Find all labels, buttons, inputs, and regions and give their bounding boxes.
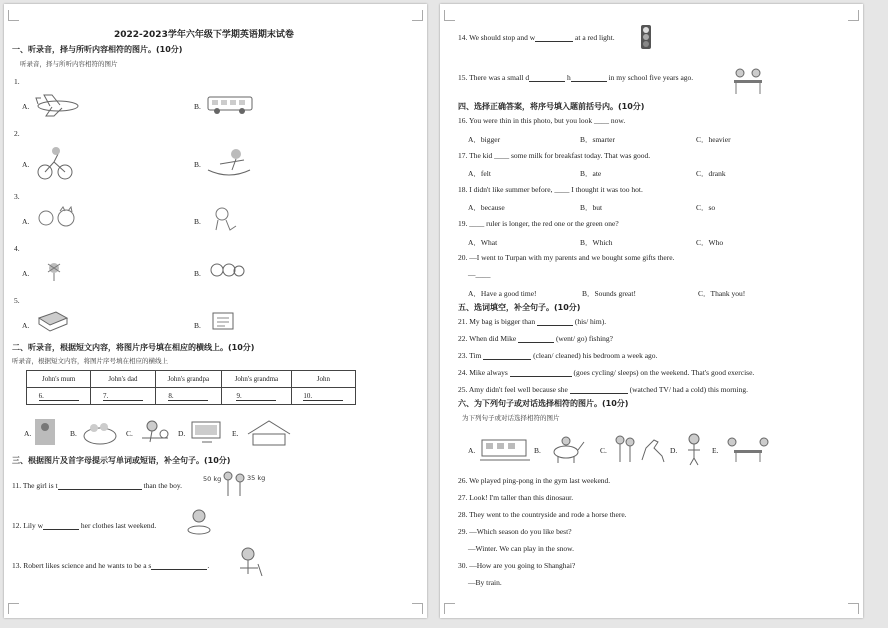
family-answer-table: [26, 370, 356, 405]
choice-b[interactable]: B．Which: [580, 238, 613, 247]
question-25: [458, 385, 748, 394]
crop-mark: [444, 603, 455, 614]
exam-page-2: [440, 4, 863, 618]
choice-a[interactable]: A．because: [468, 203, 505, 212]
question-11: [12, 481, 182, 490]
answer-blank[interactable]: [535, 33, 573, 42]
question-text: 21. My bag is bigger than: [458, 317, 536, 326]
question-23: [458, 351, 657, 360]
section-1-hint: 听录音，择与所听内容相符的图片: [20, 60, 118, 68]
table-header: John's grandma: [222, 371, 291, 388]
bus-picture: [206, 94, 254, 116]
picture-label: B.: [70, 429, 77, 438]
answer-number: 9.: [236, 392, 276, 401]
question-text: (his/ him).: [574, 317, 607, 326]
question-text: 18. I didn't like summer before, ____ I thought it was too hot.: [458, 185, 643, 194]
weight-label: 50 kg: [203, 475, 222, 483]
question-number: 4.: [14, 244, 20, 253]
crop-mark: [8, 603, 19, 614]
picture-label: B.: [534, 446, 541, 455]
answer-number: 7.: [103, 392, 143, 401]
question-12: [12, 521, 156, 530]
question-text: h: [566, 73, 571, 82]
question-text: (goes cycling/ sleeps) on the weekend. That's good exercise.: [573, 368, 755, 377]
picture-label: E.: [712, 446, 719, 455]
answer-blank[interactable]: [518, 334, 554, 343]
question-text: .: [207, 561, 210, 570]
question-number: 5.: [14, 296, 20, 305]
choice-b[interactable]: B．ate: [580, 169, 602, 178]
table-header: John: [291, 371, 355, 388]
washing-picture: [186, 508, 212, 536]
choice-b[interactable]: B．Sounds great!: [582, 289, 636, 298]
section-2-hint: 听录音，根据短文内容，将图片序号填在相应的横线上: [12, 357, 168, 365]
sentence-line: —By train.: [468, 578, 502, 587]
sentence-line: 29. —Which season do you like best?: [458, 527, 572, 536]
reading-person-picture: [34, 418, 56, 446]
option-a-label: A.: [22, 321, 30, 330]
train-picture: [480, 434, 530, 464]
dog-picture: [210, 206, 240, 232]
section-6-heading: 六、为下列句子或对话选择相符的图片。(10分): [458, 399, 629, 408]
answer-cell[interactable]: [155, 388, 222, 405]
answer-blank[interactable]: [570, 385, 628, 394]
crop-mark: [444, 10, 455, 21]
scientist-picture: [236, 546, 266, 580]
question-text: 24. Mike always: [458, 368, 508, 377]
book-picture: [36, 310, 70, 332]
traffic-light-icon: [639, 24, 653, 50]
gardening-picture: [138, 418, 172, 446]
crop-mark: [412, 603, 423, 614]
table-header: John's grandpa: [155, 371, 222, 388]
question-15: [458, 73, 693, 82]
choice-b[interactable]: B．but: [580, 203, 603, 212]
picture-label: A.: [468, 446, 476, 455]
question-text: 22. When did Mike: [458, 334, 517, 343]
sentence-line: 28. They went to the countryside and rode a horse there.: [458, 510, 627, 519]
question-number: 3.: [14, 192, 20, 201]
crop-mark: [8, 10, 19, 21]
question-number: 1.: [14, 77, 20, 86]
sentence-line: —Winter. We can play in the snow.: [468, 544, 574, 553]
section-4-heading: 四、选择正确答案，将序号填入题前括号内。(10分): [458, 102, 645, 111]
question-text: 16. You were thin in this photo, but you look ____ now.: [458, 116, 626, 125]
choice-c[interactable]: C．heavier: [696, 135, 731, 144]
question-text: 12. Lily w: [12, 521, 44, 530]
section-5-heading: 五、选词填空，补全句子。(10分): [458, 303, 581, 312]
picture-label: A.: [24, 429, 32, 438]
option-b-label: B.: [194, 217, 201, 226]
picture-label: C.: [600, 446, 607, 455]
picture-label: D.: [670, 446, 678, 455]
section-2-heading: 二、听录音，根据短文内容，将图片序号填在相应的横线上。(10分): [12, 343, 255, 352]
option-b-label: B.: [194, 160, 201, 169]
dinosaur-picture: [612, 432, 666, 466]
question-text: (went/ go) fishing?: [555, 334, 614, 343]
choice-c[interactable]: C．drank: [696, 169, 726, 178]
question-text: 13. Robert likes science and he wants to be a s: [12, 561, 152, 570]
question-text: her clothes last weekend.: [80, 521, 157, 530]
dining-hall-picture: [726, 64, 770, 96]
question-text: 11. The girl is t: [12, 481, 58, 490]
option-a-label: A.: [22, 160, 30, 169]
option-a-label: A.: [22, 102, 30, 111]
choice-a[interactable]: A．Have a good time!: [468, 289, 537, 298]
question-text: at a red light.: [575, 33, 615, 42]
question-text: 20. —I went to Turpan with my parents and we bought some gifts there.: [458, 253, 675, 262]
question-22: [458, 334, 613, 343]
answer-cell[interactable]: [222, 388, 291, 405]
flower-picture: [40, 258, 68, 282]
answer-blank[interactable]: [571, 73, 607, 82]
choice-a[interactable]: A．bigger: [468, 135, 501, 144]
option-a-label: A.: [22, 217, 30, 226]
exam-page-1: [4, 4, 427, 618]
question-14: [458, 33, 615, 42]
question-text: than the boy.: [143, 481, 182, 490]
answer-blank[interactable]: [510, 368, 572, 377]
television-picture: [190, 420, 224, 444]
crop-mark: [848, 603, 859, 614]
answer-cell[interactable]: [91, 388, 155, 405]
answer-blank[interactable]: [151, 561, 210, 570]
fruit-picture: [209, 261, 245, 279]
section-3-heading: 三、根据图片及首字母提示写单词或短语，补全句子。(10分): [12, 456, 231, 465]
weight-label: 35 kg: [247, 474, 266, 482]
picture-label: D.: [178, 429, 186, 438]
question-13: [12, 561, 209, 570]
choice-b[interactable]: B．smarter: [580, 135, 615, 144]
answer-line: —____: [468, 270, 491, 279]
answer-number: 10.: [303, 392, 343, 401]
question-text: 25. Amy didn't feel well because she: [458, 385, 568, 394]
section-1-heading: 一、听录音，择与所听内容相符的图片。(10分): [12, 45, 183, 54]
exam-title: 2022-2023学年六年级下学期英语期末试卷: [114, 30, 294, 40]
question-text: (watched TV/ had a cold) this morning.: [629, 385, 748, 394]
sentence-line: 26. We played ping-pong in the gym last weekend.: [458, 476, 611, 485]
option-b-label: B.: [194, 102, 201, 111]
question-number: 2.: [14, 129, 20, 138]
answer-blank[interactable]: [58, 481, 142, 490]
choice-c[interactable]: C．Thank you!: [698, 289, 746, 298]
answer-number: 6.: [39, 392, 79, 401]
cycling-picture: [36, 146, 74, 180]
question-24: [458, 368, 754, 377]
sentence-line: 27. Look! I'm taller than this dinosaur.: [458, 493, 574, 502]
animals-picture: [36, 206, 78, 230]
boating-picture: [206, 146, 252, 180]
picture-label: C.: [126, 429, 133, 438]
snow-play-picture: [682, 432, 706, 466]
airplane-picture: [34, 92, 82, 118]
choice-c[interactable]: C．so: [696, 203, 716, 212]
answer-cell[interactable]: [27, 388, 91, 405]
answer-blank[interactable]: [43, 521, 79, 530]
house-picture: [244, 418, 294, 446]
option-b-label: B.: [194, 269, 201, 278]
option-a-label: A.: [22, 269, 30, 278]
option-b-label: B.: [194, 321, 201, 330]
question-text: 17. The kid ____ some milk for breakfast today. That was good.: [458, 151, 651, 160]
answer-number: 8.: [168, 392, 208, 401]
question-text: 19. ____ ruler is longer, the red one or the green one?: [458, 219, 619, 228]
question-text: (clean/ cleaned) his bedroom a week ago.: [533, 351, 658, 360]
crop-mark: [412, 10, 423, 21]
question-text: 14. We should stop and w: [458, 33, 536, 42]
question-text: in my school five years ago.: [608, 73, 694, 82]
children-picture: [222, 470, 246, 498]
answer-blank[interactable]: [483, 351, 531, 360]
crop-mark: [848, 10, 859, 21]
answer-blank[interactable]: [537, 317, 573, 326]
sentence-line: 30. —How are you going to Shanghai?: [458, 561, 576, 570]
horse-riding-picture: [544, 434, 590, 464]
table-header: John's mum: [27, 371, 91, 388]
answer-cell[interactable]: [291, 388, 355, 405]
question-21: [458, 317, 606, 326]
question-text: 23. Tim: [458, 351, 482, 360]
notebook-picture: [210, 310, 238, 332]
question-text: 15. There was a small d: [458, 73, 530, 82]
answer-blank[interactable]: [529, 73, 565, 82]
picture-label: E.: [232, 429, 239, 438]
choice-a[interactable]: A．felt: [468, 169, 491, 178]
choice-a[interactable]: A．What: [468, 238, 498, 247]
choice-c[interactable]: C．Who: [696, 238, 724, 247]
table-header: John's dad: [91, 371, 155, 388]
section-6-hint: 为下列句子或对话选择相符的图片: [462, 414, 560, 422]
ping-pong-picture: [724, 434, 772, 464]
basket-picture: [80, 418, 120, 446]
